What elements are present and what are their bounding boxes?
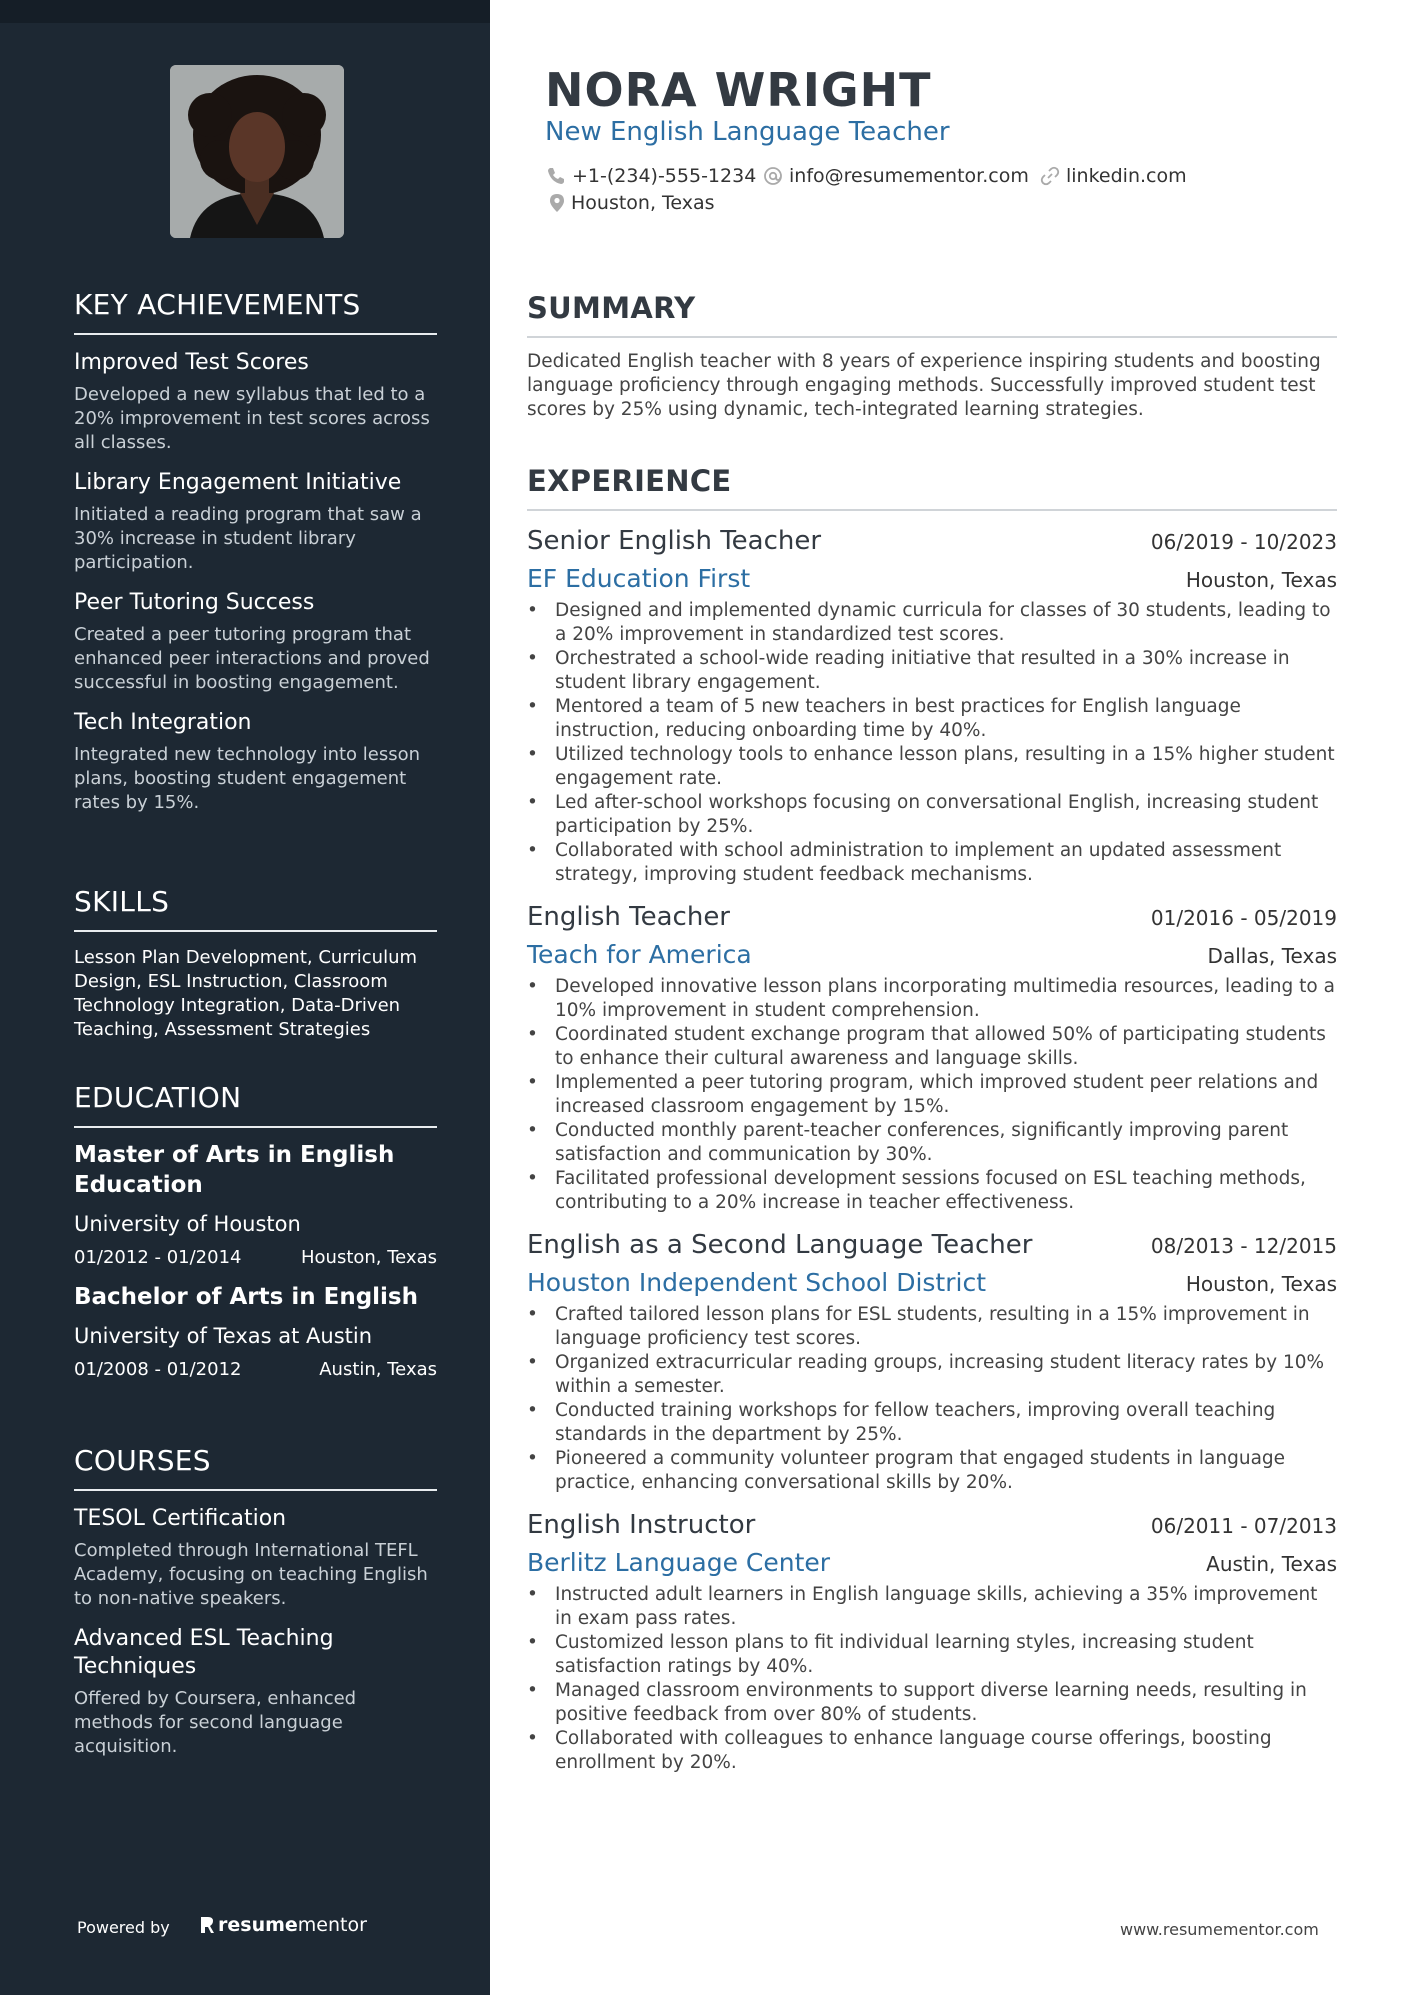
job-title: Senior English Teacher — [527, 526, 822, 556]
at-sign-icon — [763, 166, 783, 186]
job-title: English Teacher — [527, 902, 730, 932]
achievement-item — [74, 469, 437, 575]
course-description: Offered by Coursera, enhanced methods for second language acquisition. — [74, 1688, 357, 1757]
education-school: University of Houston — [74, 1212, 301, 1236]
brand-light: mentor — [297, 1914, 367, 1936]
education-item — [74, 1282, 437, 1382]
course-description: Completed through International TEFL Academy, focusing on teaching English to non-native speakers. — [74, 1540, 428, 1609]
achievement-description: Created a peer tutoring program that enhanced peer interactions and proved successful in boosting engagement. — [74, 624, 430, 693]
education-dates: 01/2008 - 01/2012 — [74, 1359, 242, 1380]
course-title: Advanced ESL Teaching Techniques — [74, 1626, 334, 1679]
job-location: Houston, Texas — [1185, 1272, 1337, 1296]
email-text: info@resumementor.com — [789, 165, 1029, 187]
education-section — [74, 1081, 437, 1382]
achievement-description: Integrated new technology into lesson plans, boosting student engagement rates by 15%. — [74, 744, 421, 813]
job-dates: 08/2013 - 12/2015 — [1150, 1234, 1337, 1258]
job-bullet: • Collaborated with colleagues to enhance language course offerings, boosting enrollment by 20%. — [527, 1727, 1337, 1775]
job-title: English Instructor — [527, 1510, 756, 1540]
contact-location — [549, 191, 715, 215]
job-company-row — [527, 1267, 1337, 1299]
job-bullet: • Orchestrated a school-wide reading initiative that resulted in a 30% increase in student library engagement. — [527, 647, 1337, 695]
education-location: Austin, Texas — [319, 1359, 437, 1380]
job-bullet: • Conducted monthly parent-teacher conferences, significantly improving parent satisfaction and communication by 30%. — [527, 1119, 1337, 1167]
job-company: Berlitz Language Center — [527, 1548, 831, 1577]
skills-heading: SKILLS — [74, 885, 437, 932]
candidate-role: New English Language Teacher — [545, 117, 950, 147]
job-bullet: • Developed innovative lesson plans incorporating multimedia resources, leading to a 10% improvement in student comprehension. — [527, 975, 1337, 1023]
sidebar — [0, 0, 490, 1995]
job-title: English as a Second Language Teacher — [527, 1230, 1033, 1260]
courses-section — [74, 1444, 437, 1759]
job-bullet: • Organized extracurricular reading groups, increasing student literacy rates by 10% within a semester. — [527, 1351, 1337, 1399]
job-header — [527, 901, 1337, 933]
job-location: Dallas, Texas — [1207, 944, 1337, 968]
job-location: Austin, Texas — [1206, 1552, 1337, 1576]
achievement-description: Developed a new syllabus that led to a 20% improvement in test scores across all classes. — [74, 384, 430, 453]
job-bullet: • Managed classroom environments to support diverse learning needs, resulting in positive feedback from over 80% of students. — [527, 1679, 1337, 1727]
achievement-description: Initiated a reading program that saw a 30% increase in student library participation. — [74, 504, 422, 573]
sidebar-top-bar — [0, 0, 490, 23]
job-bullet-list — [527, 1303, 1337, 1495]
job-entry — [527, 1229, 1337, 1495]
achievement-item — [74, 709, 437, 815]
linkedin-text: linkedin.com — [1066, 165, 1187, 187]
job-bullet: • Collaborated with school administration to implement an updated assessment strategy, improving student feedback mechanisms. — [527, 839, 1337, 887]
job-bullet-list — [527, 1583, 1337, 1775]
job-bullet: • Customized lesson plans to fit individual learning styles, increasing student satisfaction ratings by 40%. — [527, 1631, 1337, 1679]
experience-section — [527, 463, 1337, 1775]
achievement-item — [74, 589, 437, 695]
job-dates: 06/2011 - 07/2013 — [1150, 1514, 1337, 1538]
job-bullet: • Led after-school workshops focusing on conversational English, increasing student participation by 25%. — [527, 791, 1337, 839]
key-achievements-heading: KEY ACHIEVEMENTS — [74, 288, 437, 335]
contact-linkedin[interactable] — [1040, 164, 1187, 188]
job-bullet: • Pioneered a community volunteer program that engaged students in language practice, enhancing conversational skills by 20%. — [527, 1447, 1337, 1495]
job-location: Houston, Texas — [1185, 568, 1337, 592]
education-school: University of Texas at Austin — [74, 1324, 373, 1348]
contact-email[interactable] — [763, 164, 1029, 188]
job-header — [527, 1229, 1337, 1261]
phone-icon — [546, 166, 566, 186]
course-item — [74, 1625, 437, 1759]
phone-text: +1-(234)-555-1234 — [572, 165, 757, 187]
contact-phone[interactable] — [546, 164, 756, 188]
job-bullet: • Conducted training workshops for fellow teachers, improving overall teaching standards in the department by 25%. — [527, 1399, 1337, 1447]
course-title: TESOL Certification — [74, 1506, 287, 1531]
job-company-row — [527, 563, 1337, 595]
job-dates: 06/2019 - 10/2023 — [1150, 530, 1337, 554]
summary-section — [527, 290, 1337, 422]
job-bullet: • Implemented a peer tutoring program, which improved student peer relations and increased classroom engagement by 15%. — [527, 1071, 1337, 1119]
candidate-name: NORA WRIGHT — [545, 63, 932, 117]
achievement-title: Improved Test Scores — [74, 350, 309, 375]
education-meta — [74, 1358, 437, 1382]
skills-section — [74, 885, 437, 1042]
job-bullet: • Mentored a team of 5 new teachers in best practices for English language instruction, reducing onboarding time by 40%. — [527, 695, 1337, 743]
job-bullet: • Utilized technology tools to enhance lesson plans, resulting in a 15% higher student engagement rate. — [527, 743, 1337, 791]
job-bullet: • Designed and implemented dynamic curricula for classes of 30 students, leading to a 20% improvement in standardized test scores. — [527, 599, 1337, 647]
resumementor-logo-icon — [200, 1915, 214, 1935]
skills-list: Lesson Plan Development, Curriculum Design, ESL Instruction, Classroom Technology Integration, Data-Driven Teaching, Assessment Strategies — [74, 947, 418, 1040]
education-item — [74, 1140, 437, 1270]
job-entry — [527, 901, 1337, 1215]
job-header — [527, 525, 1337, 557]
job-header — [527, 1509, 1337, 1541]
brand-logo[interactable] — [200, 1914, 367, 1936]
courses-heading: COURSES — [74, 1444, 437, 1491]
location-text: Houston, Texas — [571, 192, 715, 214]
course-item — [74, 1505, 437, 1611]
achievement-item — [74, 349, 437, 455]
education-degree: Master of Arts in English Education — [74, 1142, 395, 1198]
education-heading: EDUCATION — [74, 1081, 437, 1128]
job-bullet: • Crafted tailored lesson plans for ESL students, resulting in a 15% improvement in language proficiency test scores. — [527, 1303, 1337, 1351]
job-bullet-list — [527, 599, 1337, 887]
job-bullet: • Instructed adult learners in English language skills, achieving a 35% improvement in exam pass rates. — [527, 1583, 1337, 1631]
key-achievements-section — [74, 288, 437, 815]
education-dates: 01/2012 - 01/2014 — [74, 1247, 242, 1268]
education-location: Houston, Texas — [300, 1247, 437, 1268]
job-company: Teach for America — [527, 940, 752, 969]
job-dates: 01/2016 - 05/2019 — [1150, 906, 1337, 930]
footer-url[interactable]: www.resumementor.com — [1120, 1920, 1319, 1939]
job-bullet-list — [527, 975, 1337, 1215]
summary-text: Dedicated English teacher with 8 years of experience inspiring students and boosting language proficiency through engaging methods. Successfully improved student test scores by 25% using dynamic, tech-integrated learning strategies. — [527, 351, 1321, 420]
job-company-row — [527, 939, 1337, 971]
job-list — [527, 525, 1337, 1775]
job-company: Houston Independent School District — [527, 1268, 986, 1297]
job-bullet: • Coordinated student exchange program that allowed 50% of participating students to enhance their cultural awareness and language skills. — [527, 1023, 1337, 1071]
summary-heading: SUMMARY — [527, 290, 1337, 338]
job-entry — [527, 1509, 1337, 1775]
achievement-title: Peer Tutoring Success — [74, 590, 315, 615]
achievement-title: Tech Integration — [74, 710, 252, 735]
job-entry — [527, 525, 1337, 887]
profile-photo — [170, 65, 344, 238]
job-bullet: • Facilitated professional development sessions focused on ESL teaching methods, contributing to a 20% increase in teacher effectiveness. — [527, 1167, 1337, 1215]
achievement-title: Library Engagement Initiative — [74, 470, 402, 495]
experience-heading: EXPERIENCE — [527, 463, 1337, 511]
map-pin-icon — [549, 193, 565, 213]
job-company: EF Education First — [527, 564, 751, 593]
powered-by-label: Powered by — [77, 1918, 170, 1937]
job-company-row — [527, 1547, 1337, 1579]
brand-bold: resume — [218, 1914, 298, 1936]
education-degree: Bachelor of Arts in English — [74, 1284, 418, 1310]
link-icon — [1040, 166, 1060, 186]
education-meta — [74, 1246, 437, 1270]
